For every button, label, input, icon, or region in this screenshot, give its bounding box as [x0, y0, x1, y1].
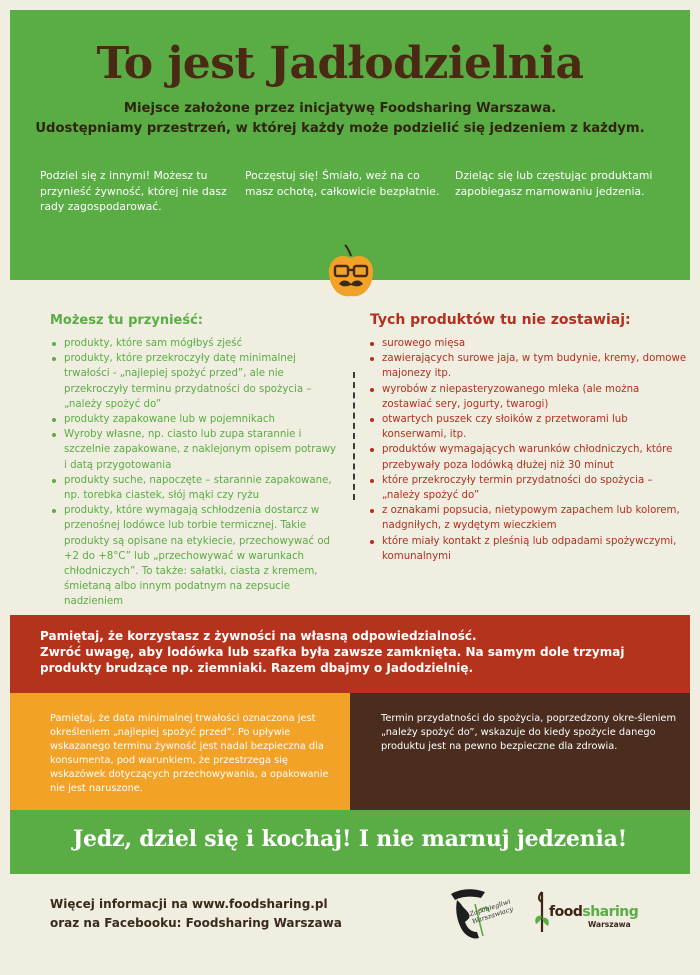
zapobiegliwi-logo-text: Zapobiegliwi Warszawiacy: [468, 897, 514, 926]
list-item: produkty, które sam mógłbyś zjeść: [50, 336, 340, 351]
list-item: które przekroczyły termin przydatności do spożycia – „należy spożyć do”: [368, 473, 688, 503]
dont-leave-list: [368, 336, 688, 564]
help-yourself-column: Poczęstuj się! Śmiało, weź na co masz ochotę, całkowicie bezpłatnie.: [245, 169, 440, 198]
foodsharing-logo-word: [549, 904, 638, 920]
use-by-text: Termin przydatności do spożycia, poprzedzony okre-śleniem „należy spożyć do”, wskazuje do kiedy spożycie danego produktu jest na pewno bezpieczne dla zdrowia.: [381, 713, 676, 752]
column-divider: [353, 372, 355, 500]
list-item: otwartych puszek czy słoików z przetworami lub konserwami, itp.: [368, 412, 688, 442]
footer-facebook: oraz na Facebooku: Foodsharing Warszawa: [50, 916, 342, 930]
bring-list-title: Możesz tu przynieść:: [50, 313, 204, 328]
notice-line-1: Pamiętaj, że korzystasz z żywności na własną odpowiedzialność.: [40, 629, 477, 643]
list-item: produkty, które przekroczyły datę minimalnej trwałości - „najlepiej spożyć przed”, ale nie przekroczyły terminu przydatności do spożycia – „należy spożyć do”: [50, 351, 340, 412]
bring-list: [50, 336, 340, 610]
page-title: To jest Jadłodzielnia: [96, 38, 584, 89]
share-column: Podziel się z innymi! Możesz tu przynieść żywność, której nie dasz rady zagospodarować.: [40, 169, 227, 213]
list-item: Wyroby własne, np. ciasto lub zupa starannie i szczelnie zapakowane, z naklejonym opisem potrawy i datą przygotowania: [50, 427, 340, 473]
list-item: produktów wymagających warunków chłodniczych, które przebywały poza lodówką dłużej niż 30 minut: [368, 442, 688, 472]
list-item: wyrobów z niepasteryzowanego mleka (ale można zostawiać sery, jogurty, twarogi): [368, 382, 688, 412]
list-item: produkty suche, napoczęte – starannie zapakowane, np. torebka ciastek, słój mąki czy ryżu: [50, 473, 340, 503]
subtitle-line-2: Udostępniamy przestrzeń, w której każdy może podzielić się jedzeniem z każdym.: [35, 121, 645, 136]
list-item: zawierających surowe jaja, w tym budynie, kremy, domowe majonezy itp.: [368, 351, 688, 381]
min-durability-text: Pamiętaj, że data minimalnej trwałości oznaczona jest określeniem „najlepiej spożyć przed”. Po upływie wskazanego terminu żywność jest nadal bezpieczna dla konsumenta, pod warunkiem, że przestrzega się wskazówek dotyczących przechowywania, a opakowanie nie jest naruszone.: [50, 713, 329, 794]
subtitle-line-1: Miejsce założone przez inicjatywę Foodsharing Warszawa.: [123, 101, 557, 116]
foodsharing-logo-city: Warszawa: [588, 920, 631, 929]
footer-website: Więcej informacji na www.foodsharing.pl: [50, 897, 328, 911]
list-item: które miały kontakt z pleśnią lub odpadami spożywczymi, komunalnymi: [368, 534, 688, 564]
footer-info: [50, 895, 410, 933]
list-item: surowego mięsa: [368, 336, 688, 351]
list-item: produkty zapakowane lub w pojemnikach: [50, 412, 340, 427]
foodsharing-logo-food: food: [549, 904, 583, 920]
apple-mascot-icon: [325, 244, 377, 300]
foodsharing-logo-sharing: sharing: [582, 904, 639, 920]
list-item: z oznakami popsucia, nietypowym zapachem lub kolorem, nadgniłych, z wydętym wieczkiem: [368, 503, 688, 533]
dont-leave-list-title: Tych produktów tu nie zostawiaj:: [370, 312, 631, 328]
slogan-text: Jedz, dziel się i kochaj! I nie marnuj jedzenia!: [72, 826, 628, 852]
notice-text: [40, 628, 670, 676]
prevent-waste-column: Dzieląc się lub częstując produktami zapobiegasz marnowaniu jedzenia.: [455, 169, 653, 198]
list-item: produkty, które wymagają schłodzenia dostarcz w przenośnej lodówce lub torbie termicznej. Takie produkty są opisane na etykiecie, przechowywać od +2 do +8°C” lub „przechowywać w warunkach chłodniczych”. To także: sałatki, ciasta z kremem, śmietaną albo innym podatnym na zepsucie nadzieniem: [50, 503, 340, 609]
notice-line-2: Zwróć uwagę, aby lodówka lub szafka była zawsze zamknięta. Na samym dole trzymaj produkty brudzące np. ziemniaki. Razem dbajmy o Jadodzielnię.: [40, 645, 625, 675]
